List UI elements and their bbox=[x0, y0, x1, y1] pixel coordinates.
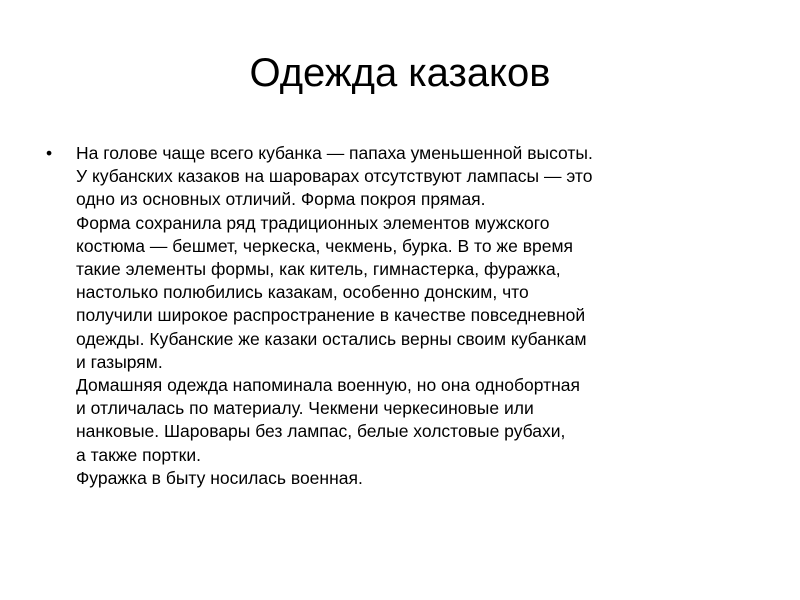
bullet-marker: • bbox=[46, 143, 53, 163]
text-line: одежды. Кубанские же казаки остались верны своим кубанкам bbox=[76, 328, 587, 349]
text-line: Фуражка в быту носилась военная. bbox=[76, 467, 363, 488]
text-line: костюма — бешмет, черкеска, чекмень, бурка. В то же время bbox=[76, 235, 573, 256]
text-line: Домашняя одежда напоминала военную, но она однобортная bbox=[76, 375, 580, 396]
text-line: получили широкое распространение в качестве повседневной bbox=[76, 305, 586, 326]
slide-title: Одежда казаков bbox=[249, 51, 551, 95]
text-line: нанковые. Шаровары без лампас, белые холстовые рубахи, bbox=[76, 421, 566, 442]
text-line: такие элементы формы, как китель, гимнастерка, фуражка, bbox=[76, 259, 561, 280]
text-line: и отличалась по материалу. Чекмени черкесиновые или bbox=[76, 398, 534, 419]
text-line: У кубанских казаков на шароварах отсутствуют лампасы — это bbox=[76, 166, 593, 187]
text-line: одно из основных отличий. Форма покроя прямая. bbox=[76, 189, 486, 210]
bullet-item bbox=[42, 142, 742, 490]
text-line: настолько полюбились казакам, особенно донским, что bbox=[76, 282, 529, 303]
bullet-text bbox=[76, 142, 742, 490]
text-line: а также портки. bbox=[76, 444, 201, 465]
text-line: и газырям. bbox=[76, 351, 163, 372]
text-line: Форма сохранила ряд традиционных элементов мужского bbox=[76, 212, 550, 233]
text-line: На голове чаще всего кубанка — папаха уменьшенной высоты. bbox=[76, 143, 593, 163]
slide-body bbox=[42, 142, 742, 490]
